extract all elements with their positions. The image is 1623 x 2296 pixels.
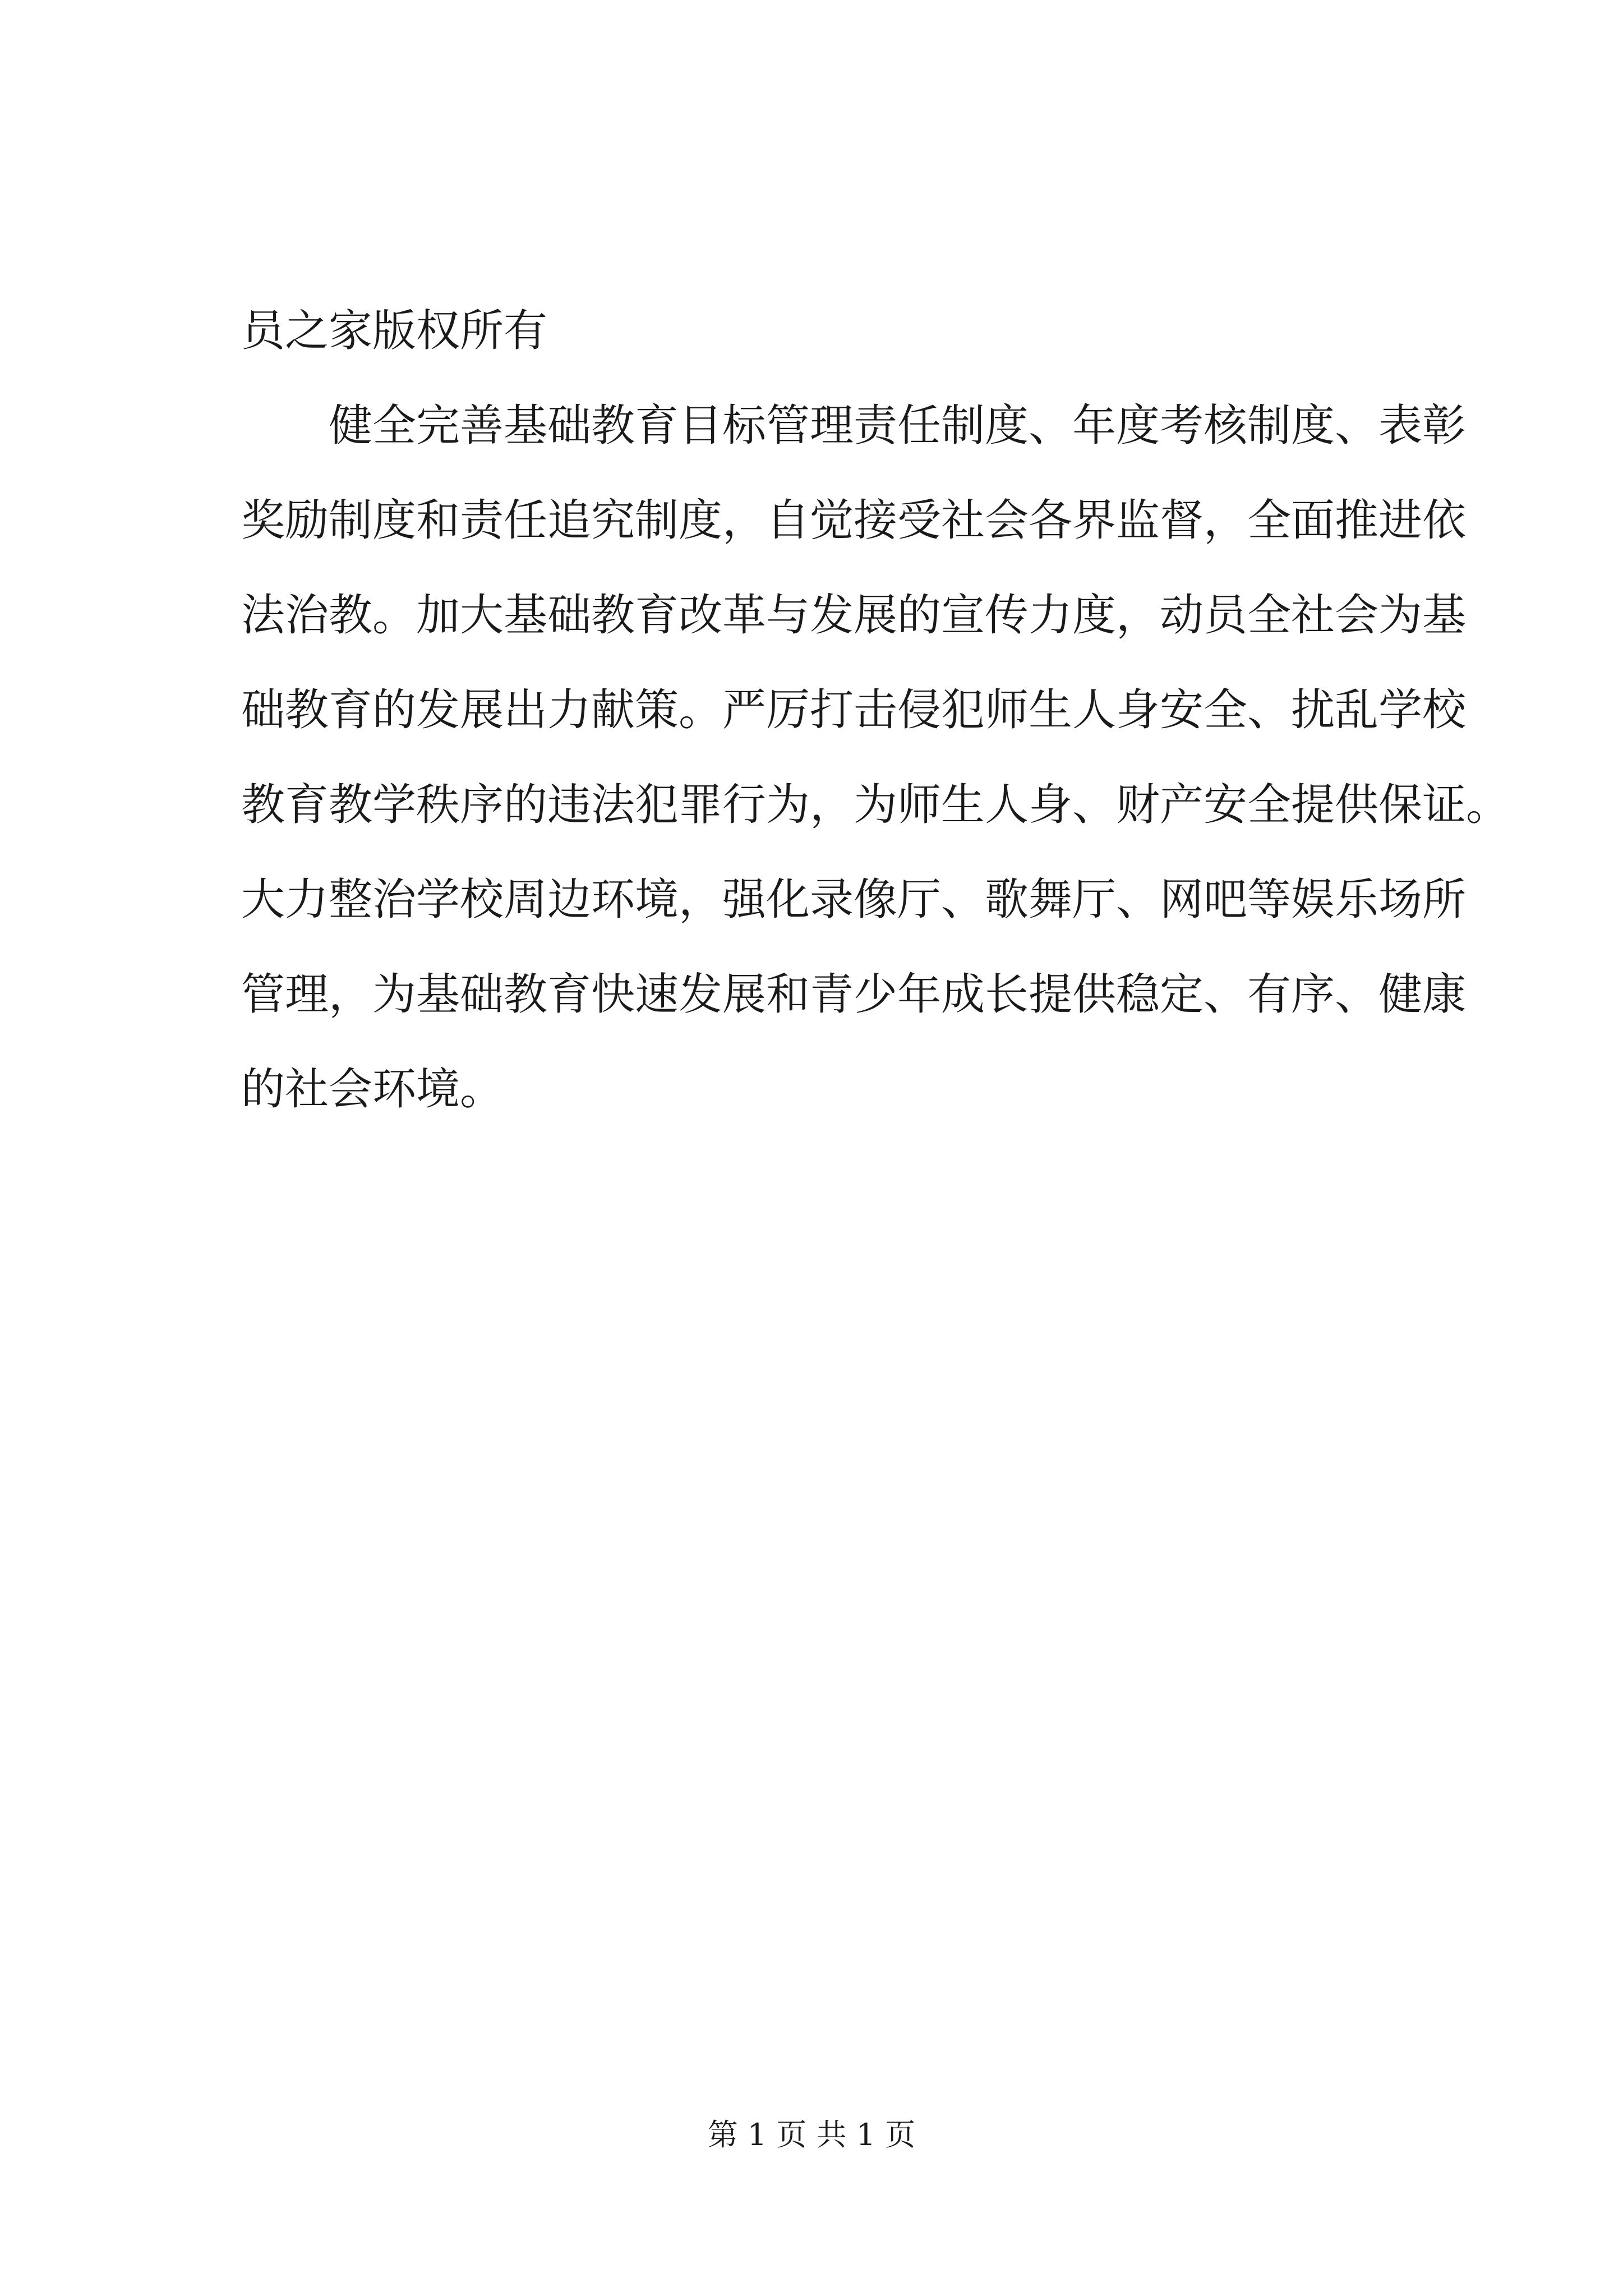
text-line-copyright: 员之家版权所有 xyxy=(241,306,548,356)
text-line: 奖励制度和责任追究制度，自觉接受社会各界监督，全面推进依 xyxy=(241,495,1467,546)
text-line: 法治教。加大基础教育改革与发展的宣传力度，动员全社会为基 xyxy=(241,590,1467,641)
page-footer: 第 1 页 共 1 页 xyxy=(707,2117,916,2152)
text-line: 大力整治学校周边环境，强化录像厅、歌舞厅、网吧等娱乐场所 xyxy=(241,875,1467,925)
text-line: 教育教学秩序的违法犯罪行为，为师生人身、财产安全提供保证。 xyxy=(241,780,1510,830)
text-line: 管理，为基础教育快速发展和青少年成长提供稳定、有序、健康 xyxy=(241,969,1467,1020)
document-body xyxy=(241,306,1510,1161)
text-line-paragraph-start: 健全完善基础教育目标管理责任制度、年度考核制度、表彰 xyxy=(329,401,1467,451)
text-line: 础教育的发展出力献策。严厉打击侵犯师生人身安全、扰乱学校 xyxy=(241,685,1467,735)
text-line-paragraph-end: 的社会环境。 xyxy=(241,1064,504,1115)
